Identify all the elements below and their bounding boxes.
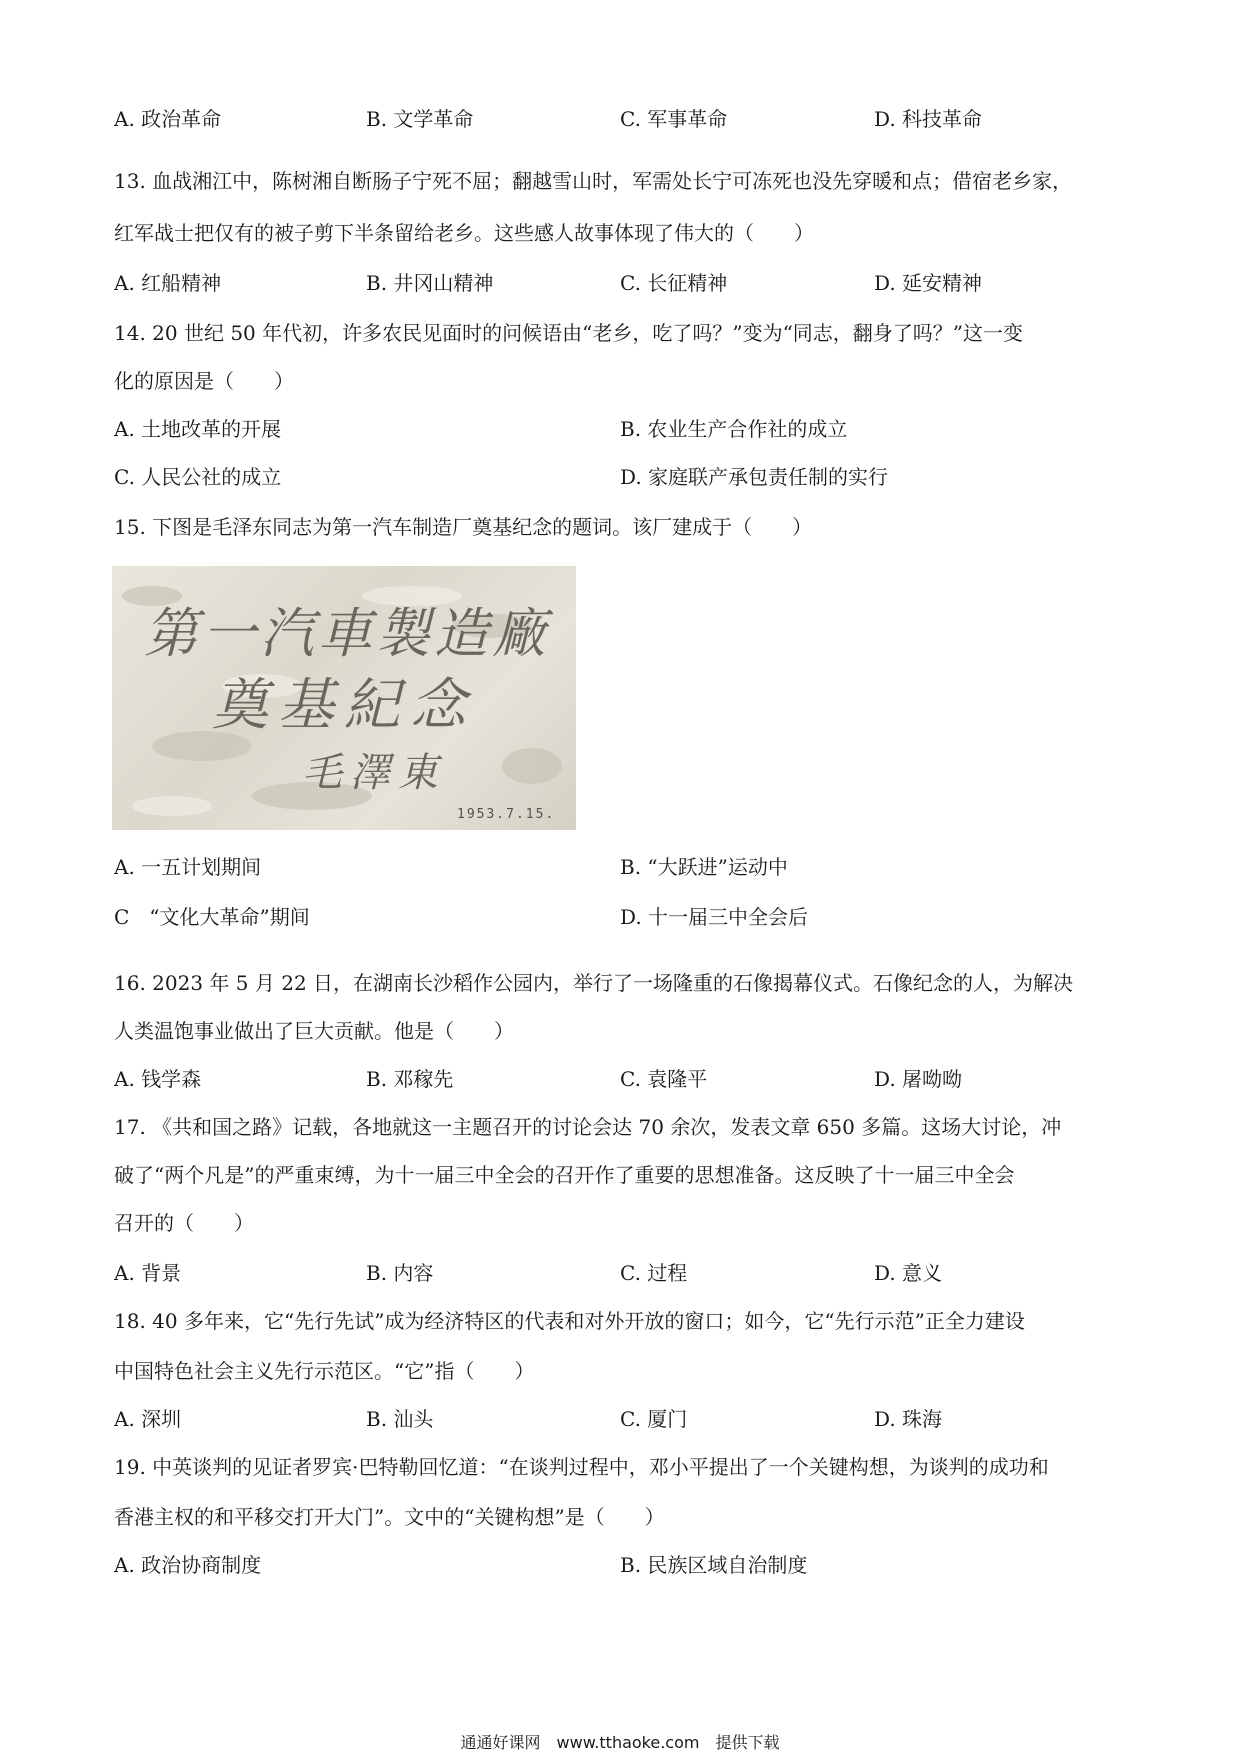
q17-text-line-3: 召开的（ ）	[114, 1211, 254, 1235]
q18-option-d: D. 珠海	[874, 1407, 943, 1431]
q15-option-b: B. “大跃进”运动中	[620, 855, 788, 879]
footer-download-note: 通通好课网 www.tthaoke.com 提供下载	[460, 1733, 780, 1752]
inscription-line-1: 第一汽車製造廠	[144, 602, 550, 665]
q13-option-c: C. 长征精神	[620, 271, 728, 295]
q17-option-d: D. 意义	[874, 1261, 943, 1285]
q15-option-c: C “文化大革命”期间	[114, 905, 310, 929]
q16-text-line-2: 人类温饱事业做出了巨大贡献。他是（ ）	[114, 1019, 514, 1043]
q16-option-c: C. 袁隆平	[620, 1067, 708, 1091]
q19-option-b: B. 民族区域自治制度	[620, 1553, 808, 1577]
q12-option-c: C. 军事革命	[620, 107, 728, 131]
q14-option-a: A. 土地改革的开展	[114, 417, 282, 441]
q13-text-line-2: 红军战士把仅有的被子剪下半条留给老乡。这些感人故事体现了伟大的（ ）	[114, 221, 814, 245]
q17-option-c: C. 过程	[620, 1261, 688, 1285]
q16-option-a: A. 钱学森	[114, 1067, 202, 1091]
q18-option-a: A. 深圳	[114, 1407, 182, 1431]
q19-text-line-1: 19. 中英谈判的见证者罗宾·巴特勒回忆道：“在谈判过程中，邓小平提出了一个关键构想，为谈判的成功和	[114, 1455, 1049, 1479]
q16-option-d: D. 屠呦呦	[874, 1067, 963, 1091]
q18-option-c: C. 厦门	[620, 1407, 688, 1431]
q19-option-a: A. 政治协商制度	[114, 1553, 262, 1577]
q19-text-line-2: 香港主权的和平移交打开大门”。文中的“关键构想”是（ ）	[114, 1505, 665, 1529]
q13-text-line-1: 13. 血战湘江中，陈树湘自断肠子宁死不屈；翻越雪山时，军需处长宁可冻死也没先穿暖和点；借宿老乡家，	[114, 169, 1073, 193]
q17-text-line-1: 17. 《共和国之路》记载，各地就这一主题召开的讨论会达 70 余次，发表文章 650 多篇。这场大讨论，冲	[114, 1115, 1062, 1139]
q17-option-a: A. 背景	[114, 1261, 182, 1285]
inscription-stone-texture	[112, 566, 576, 830]
q13-option-b: B. 井冈山精神	[366, 271, 494, 295]
q12-option-a: A. 政治革命	[114, 107, 222, 131]
q17-text-line-2: 破了“两个凡是”的严重束缚，为十一届三中全会的召开作了重要的思想准备。这反映了十一届三中全会	[114, 1163, 1015, 1187]
q16-text-line-1: 16. 2023 年 5 月 22 日，在湖南长沙稻作公园内，举行了一场隆重的石像揭幕仪式。石像纪念的人，为解决	[114, 971, 1074, 995]
q15-text-line-1: 15. 下图是毛泽东同志为第一汽车制造厂奠基纪念的题词。该厂建成于（ ）	[114, 515, 813, 539]
q14-option-d: D. 家庭联产承包责任制的实行	[620, 465, 889, 489]
q13-option-d: D. 延安精神	[874, 271, 983, 295]
q12-option-b: B. 文学革命	[366, 107, 474, 131]
q14-option-c: C. 人民公社的成立	[114, 465, 282, 489]
q18-text-line-2: 中国特色社会主义先行示范区。“它”指（ ）	[114, 1359, 535, 1383]
calligraphy-inscription-image	[112, 566, 576, 830]
q15-option-a: A. 一五计划期间	[114, 855, 262, 879]
inscription-date: 1953.7.15.	[457, 807, 556, 822]
q12-option-d: D. 科技革命	[874, 107, 983, 131]
q15-option-d: D. 十一届三中全会后	[620, 905, 809, 929]
q18-option-b: B. 汕头	[366, 1407, 434, 1431]
q16-option-b: B. 邓稼先	[366, 1067, 454, 1091]
q13-option-a: A. 红船精神	[114, 271, 222, 295]
q18-text-line-1: 18. 40 多年来，它“先行先试”成为经济特区的代表和对外开放的窗口；如今，它“先行示范”正全力建设	[114, 1309, 1025, 1333]
q14-text-line-2: 化的原因是（ ）	[114, 369, 294, 393]
inscription-line-2: 奠基紀念	[212, 673, 476, 738]
q17-option-b: B. 内容	[366, 1261, 434, 1285]
q14-text-line-1: 14. 20 世纪 50 年代初，许多农民见面时的问候语由“老乡，吃了吗？”变为“同志，翻身了吗？”这一变	[114, 321, 1024, 345]
inscription-signature: 毛澤東	[302, 750, 446, 796]
q14-option-b: B. 农业生产合作社的成立	[620, 417, 848, 441]
